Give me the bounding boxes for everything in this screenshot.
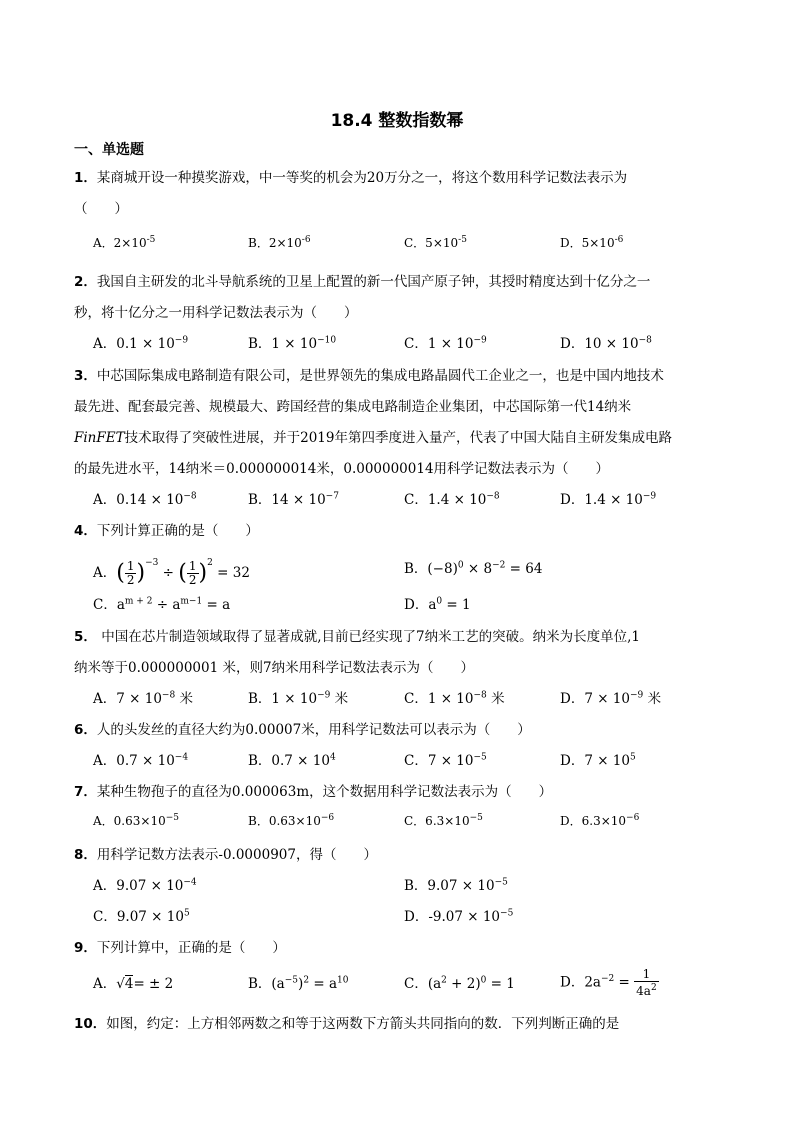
exponent: −9 [317,690,331,701]
question-8 [74,843,724,863]
q7-option-a [93,812,179,829]
fraction [125,560,137,587]
unit-text: 米 [175,691,193,707]
option-label: A． [93,976,117,992]
exponent: 10 [337,975,349,986]
exponent: −5 [469,813,483,823]
exponent: -6 [301,235,311,245]
q8-option-c [93,905,190,925]
q6-option-a [93,749,188,769]
option-text: B．(a [248,976,285,992]
question-number: 1． [74,170,97,186]
option-text: D．6.3×10 [560,814,627,828]
exponent: −9 [630,690,644,701]
q9-option-b [248,972,348,992]
q7-option-d [560,812,639,829]
option-text: ÷ a [152,597,181,613]
result-text: = a [202,597,231,613]
result-text: = ± 2 [133,976,174,992]
option-text: C．7 × 10 [404,753,474,769]
q8-option-d [404,905,513,925]
question-number: 7． [74,784,97,800]
q4-option-b [404,557,542,577]
question-5 [74,625,724,645]
exponent: −8 [161,690,176,701]
question-number: 2． [74,274,97,290]
option-text: A．0.1 × 10 [93,336,175,352]
question-text: 下列计算正确的是（ ） [96,523,259,539]
option-text: B．0.63×10 [248,814,321,828]
option-text: B．9.07 × 10 [404,878,495,894]
exponent: −5 [494,877,508,888]
option-text: D．5×10 [560,236,615,250]
question-text: 人的头发丝的直径大约为0.00007米，用科学记数法可以表示为（ ） [96,722,531,738]
question-text: 中芯国际集成电路制造有限公司，是世界领先的集成电路晶圆代工企业之一，也是中国内地技术 [96,368,664,384]
option-text: C．1 × 10 [404,336,474,352]
q6-option-d [560,749,636,769]
q4-option-a [93,548,250,589]
option-text: A．0.14 × 10 [93,492,184,508]
exponent: −7 [325,491,339,502]
q2-option-a [93,332,188,352]
q2-option-c [404,332,487,352]
exponent: 4 [329,752,336,763]
q5-option-c [404,687,505,707]
question-5-line-2: 纳米等于0.000000001 米，则7纳米用科学记数法表示为（ ） [74,660,475,676]
denominator [634,982,659,998]
exponent: −5 [473,752,487,763]
exponent: −2 [600,974,615,984]
option-text: D．2a [560,974,601,991]
exponent: −10 [317,335,337,346]
q5-option-d [560,687,661,707]
exponent: m + 2 [124,596,153,607]
question-number: 10． [74,1016,107,1032]
question-7 [74,780,724,800]
question-text: 下列计算中，正确的是（ ） [96,940,286,956]
question-number: 3． [74,368,97,384]
q9-option-d [560,962,659,1000]
option-text: = a [309,976,337,992]
emphasis-text: FinFET [74,430,125,446]
q1-option-d [560,234,623,251]
result-text: = 1 [486,976,515,992]
exponent: −9 [642,491,657,502]
question-1 [74,166,724,186]
q5-option-b [248,687,348,707]
right-paren: ) [198,560,208,586]
exponent: 2 [650,983,657,993]
question-text: 我国自主研发的北斗导航系统的卫星上配置的新一代国产原子钟，其授时精度达到十亿分之一 [96,274,651,290]
exponent: −5 [284,975,299,986]
exponent: −8 [638,335,652,346]
option-text: D．-9.07 × 10 [404,909,501,925]
question-3-line-4: 的最先进水平，14纳米＝0.000000014米，0.000000014用科学记数法表示为（ ） [74,461,610,477]
option-text: B．14 × 10 [248,492,326,508]
question-number: 5． [74,629,97,645]
option-text: C．6.3×10 [404,814,470,828]
option-text: C．9.07 × 10 [93,909,184,925]
option-text: ) [298,976,304,992]
question-3 [74,364,724,384]
exponent: −5 [165,813,179,823]
question-2 [74,270,724,290]
question-text: 用科学记数方法表示-0.0000907，得（ ） [96,847,377,863]
option-text: D．1.4 × 10 [560,492,643,508]
question-text: 技术取得了突破性进展，并于2019年第四季度进入量产，代表了中国大陆自主研发集成电路 [124,430,672,446]
option-text: D．7 × 10 [560,753,630,769]
operator: ÷ [162,565,174,581]
q9-option-c [404,972,515,992]
exponent: 0 [436,596,443,607]
exponent: −4 [174,752,189,763]
exponent: −6 [320,813,335,823]
q3-option-a [93,488,197,508]
option-text: A．9.07 × 10 [93,878,184,894]
exponent: −3 [145,558,159,568]
exponent: m−1 [180,596,203,607]
exponent: −6 [626,813,640,823]
exponent: 2 [303,975,310,986]
question-text: 某商城开设一种摸奖游戏，中一等奖的机会为20万分之一，将这个数用科学记数法表示为 [96,170,628,186]
question-number: 9． [74,940,97,956]
numerator: 1 [634,968,659,982]
q1-option-b [248,234,311,251]
question-1-blank: （ ） [74,201,128,217]
exponent: −8 [486,491,500,502]
option-text: × 8 [463,561,493,577]
option-text: B．1 × 10 [248,336,318,352]
unit-text: 米 [486,691,505,707]
option-text: C．(a [404,976,442,992]
fraction [187,560,199,587]
question-text: 某种生物孢子的直径为0.000063m，这个数据用科学记数法表示为（ ） [96,784,553,800]
left-paren: ( [116,560,125,586]
exponent: −2 [492,560,506,571]
unit-text: 米 [643,691,662,707]
option-text: D．a [404,597,437,613]
question-number: 4． [74,523,97,539]
result-text: = 32 [217,565,250,581]
option-text: C．1 × 10 [404,691,474,707]
section-heading: 一、单选题 [74,142,144,158]
option-text: B．(−8) [404,561,458,577]
q9-option-a [93,972,173,992]
option-text: B．2×10 [248,236,302,250]
option-label: A． [93,565,117,581]
question-4 [74,519,724,539]
exponent: -6 [614,235,624,245]
exponent: 2 [207,558,213,568]
exponent: 2 [441,975,447,986]
q7-option-b [248,812,334,829]
exponent: −8 [183,491,197,502]
question-number: 8． [74,847,97,863]
result-text: = 1 [442,597,471,613]
exponent: -5 [146,235,156,245]
numerator: 1 [126,559,135,573]
q6-option-c [404,749,487,769]
radicand: 4 [124,976,134,992]
page-title: 18.4 整数指数幂 [330,111,464,131]
q2-option-b [248,332,336,352]
right-paren: ) [136,560,146,586]
question-number: 6． [74,722,97,738]
question-2-line-2: 秒，将十亿分之一用科学记数法表示为（ ） [74,305,358,321]
option-text: C．a [93,597,125,613]
question-text: 中国在芯片制造领域取得了显著成就,目前已经实现了7纳米工艺的突破。纳米为长度单位,1 [96,629,640,645]
result-text: = 64 [505,561,543,577]
question-10 [74,1012,724,1032]
option-text: B．0.7 × 10 [248,753,330,769]
question-3-line-3 [74,426,724,446]
option-text: A．2×10 [93,236,147,250]
option-text: D．7 × 10 [560,691,630,707]
q3-option-b [248,488,339,508]
operator: = [614,974,635,991]
option-text: C．1.4 × 10 [404,492,487,508]
option-text: + 2) [446,976,481,992]
q1-option-c [404,234,467,251]
question-text: 如图，约定：上方相邻两数之和等于这两数下方箭头共同指向的数．下列判断正确的是 [106,1016,620,1032]
sqrt-icon: √ [116,976,125,992]
exponent: −9 [174,335,189,346]
q3-option-d [560,488,656,508]
option-text: A．7 × 10 [93,691,162,707]
q8-option-a [93,874,197,894]
exponent: 0 [457,560,464,571]
exponent: −4 [183,877,197,888]
option-text: B．1 × 10 [248,691,318,707]
option-text: A．0.63×10 [93,814,166,828]
question-6 [74,718,724,738]
q5-option-a [93,687,193,707]
option-text: A．0.7 × 10 [93,753,175,769]
exponent: −9 [473,335,487,346]
exponent: −5 [500,908,514,919]
exponent: 5 [183,908,190,919]
q3-option-c [404,488,500,508]
option-text: D．10 × 10 [560,336,639,352]
q4-option-d [404,593,471,613]
denominator: 2 [126,573,135,587]
q8-option-b [404,874,508,894]
denominator: 2 [188,573,197,587]
left-paren: ( [178,560,187,586]
exponent: 5 [630,752,636,763]
q2-option-d [560,332,652,352]
exponent: -5 [458,235,467,245]
denominator-text: 4a [636,984,651,998]
q6-option-b [248,749,336,769]
question-3-line-2: 最先进、配套最完善、规模最大、跨国经营的集成电路制造企业集团，中芯国际第一代14纳米 [74,399,632,415]
numerator: 1 [188,559,197,573]
exponent: 0 [480,975,487,986]
fraction [634,968,659,998]
q7-option-c [404,812,483,829]
q1-option-a [93,234,155,251]
q4-option-c [93,593,230,613]
question-9 [74,936,724,956]
unit-text: 米 [330,691,349,707]
exponent: −8 [473,690,487,701]
option-text: C．5×10 [404,236,459,250]
